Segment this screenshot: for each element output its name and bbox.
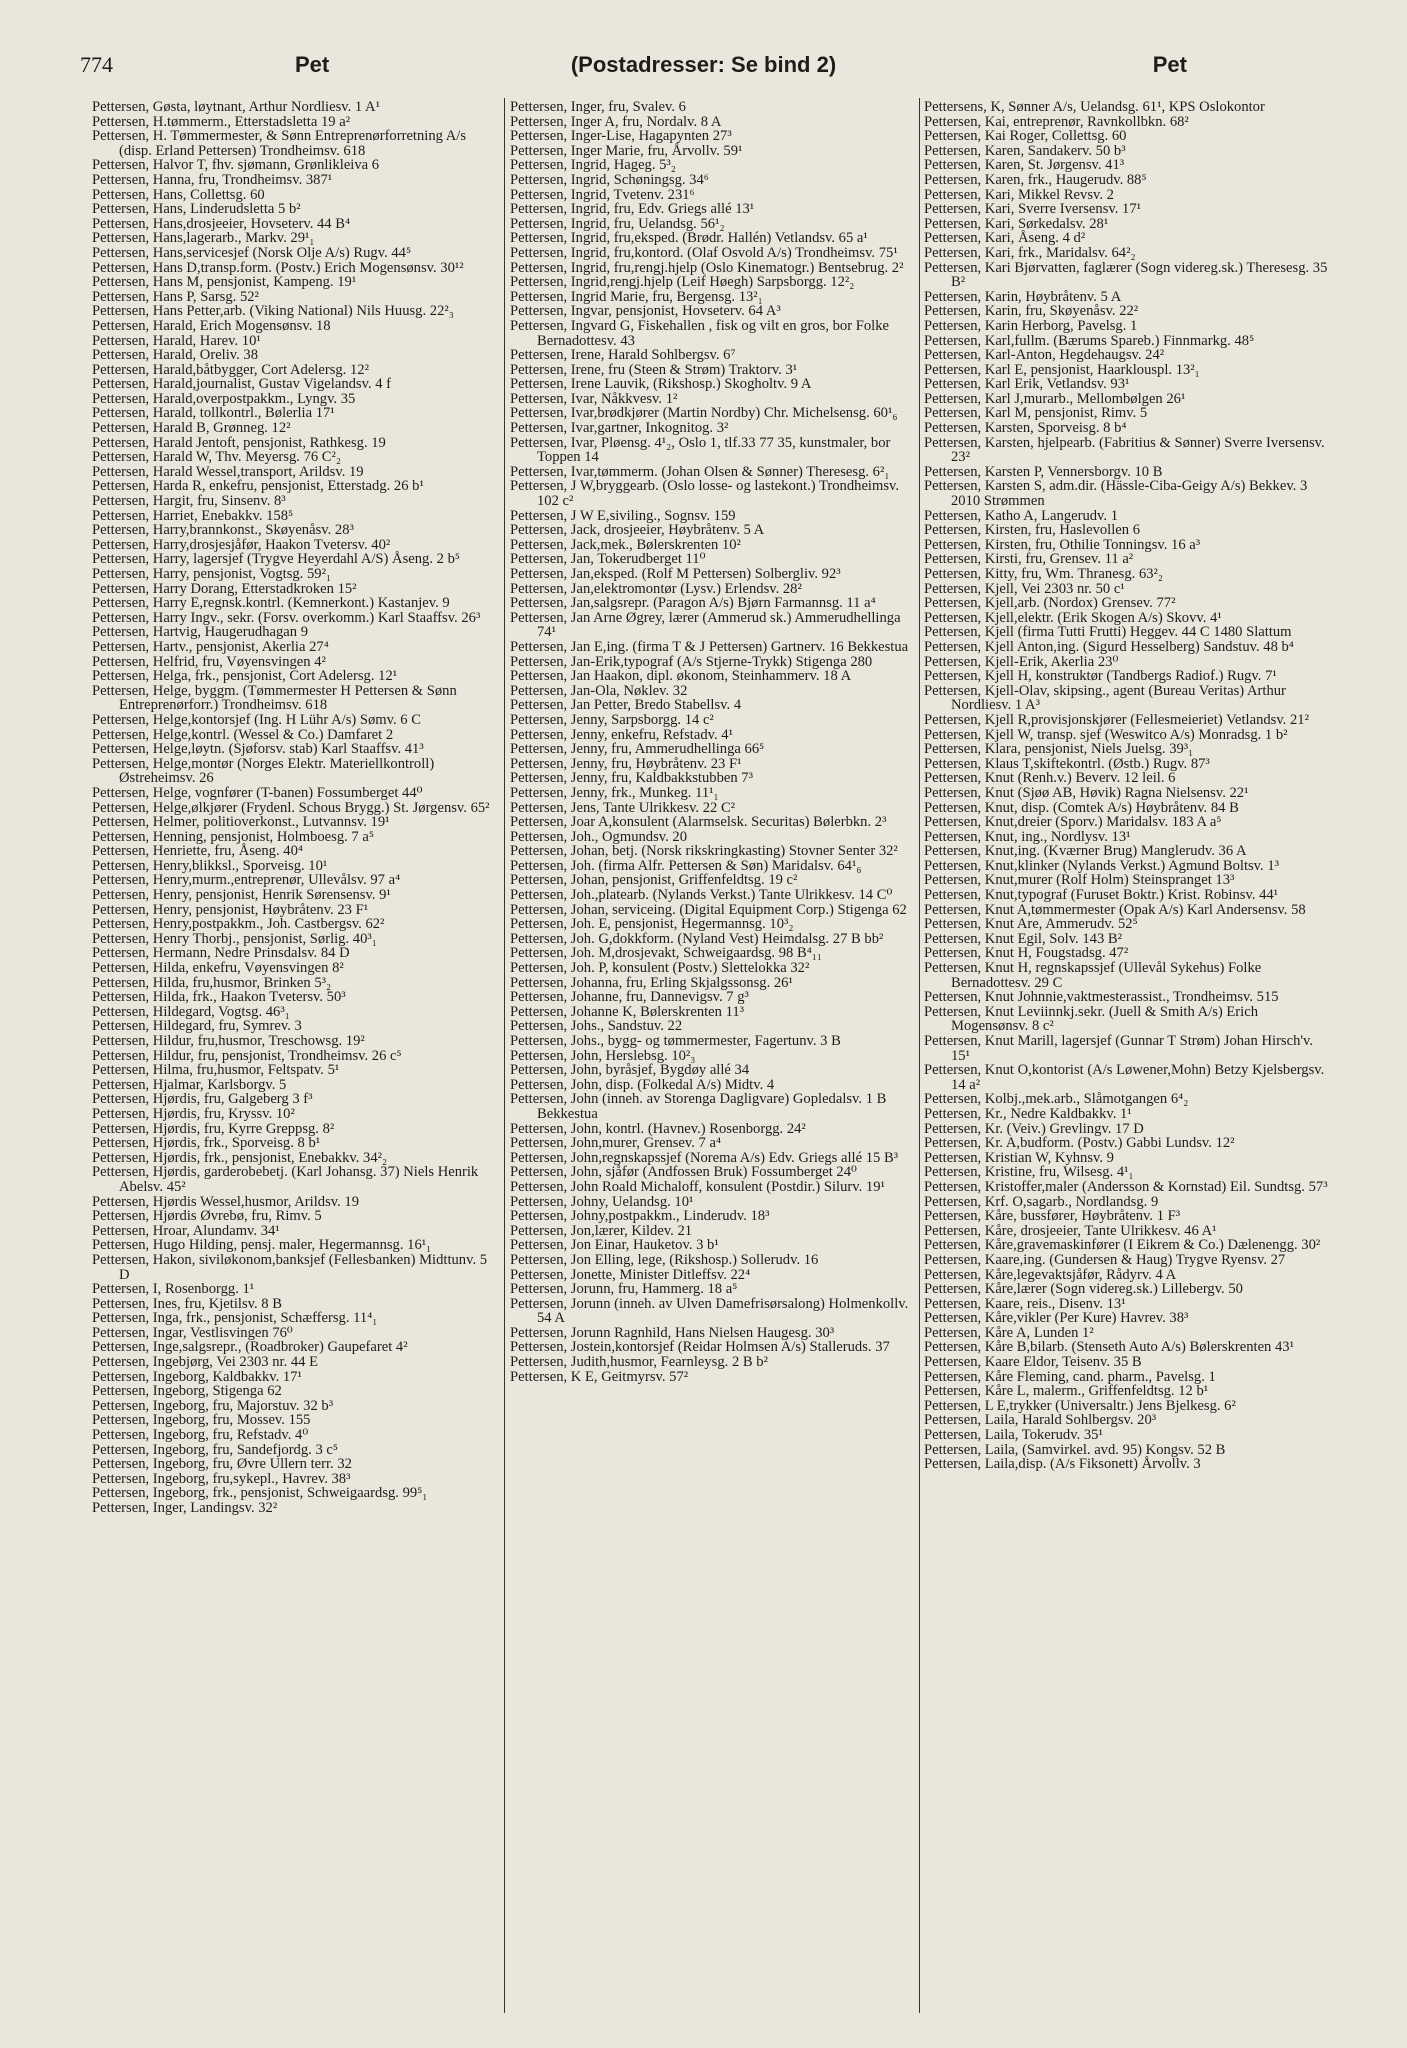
listing-entry: Pettersen, Kåre, drosjeeier, Tante Ulrikkesv. 46 A¹ — [924, 1222, 1217, 1239]
listing-entry: Pettersen, Knut Are, Ammerudv. 52⁵ — [924, 916, 1138, 933]
listing-entry: Pettersen, Kåre,vikler (Per Kure) Havrev. 38³ — [924, 1310, 1189, 1327]
listing-entry: Pettersen, Hans,drosjeeier, Hovseterv. 44 B⁴ — [92, 215, 351, 232]
listing-entry: Pettersen, Kr. (Veiv.) Grevlingv. 17 D — [924, 1120, 1144, 1137]
listing-entry: Pettersen, Helfrid, fru, Vøyensvingen 4² — [92, 653, 326, 670]
listing-entry: Pettersen, Ingvard G, Fiskehallen , fisk og vilt en gros, bor Folke Bernadottesv. 43 — [510, 317, 889, 349]
listing-entry: Pettersen, Jan,salgsrepr. (Paragon A/s) Bjørn Farmannsg. 11 a⁴ — [510, 595, 876, 612]
listing-entry: Pettersen, Hans,servicesjef (Norsk Olje A/s) Rugv. 44⁵ — [92, 244, 412, 261]
listing-entry: Pettersen, Kr. A,budform. (Postv.) Gabbi Lundsv. 12² — [924, 1135, 1235, 1152]
listing-entry: Pettersen, Harry, pensjonist, Vogtsg. 59²₁ — [92, 566, 332, 582]
listing-entry: Pettersen, Knut H, Fougstadsg. 47² — [924, 945, 1129, 962]
listing-entry: Pettersen, Ingrid, fru,rengj.hjelp (Oslo Kinematogr.) Bentsebrug. 2² — [510, 259, 904, 276]
listing-entry: Pettersen, Harry E,regnsk.kontrl. (Kemnerkont.) Kastanjev. 9 — [92, 595, 450, 612]
listing-entry: Pettersen, Harald, Harev. 10¹ — [92, 332, 261, 349]
listing-entry: Pettersen, Irene, Harald Sohlbergsv. 6⁷ — [510, 347, 736, 364]
listing-entry: Pettersen, Harry Ingv., sekr. (Forsv. overkomm.) Karl Staaffsv. 26³ — [92, 609, 481, 626]
listing-entry: Pettersen, Inger Marie, fru, Årvollv. 59¹ — [510, 142, 743, 159]
listing-entry: Pettersen, Kirsten, fru, Othilie Tonningsv. 16 a³ — [924, 536, 1201, 553]
listing-entry: Pettersen, Jonette, Minister Ditleffsv. 22⁴ — [510, 1266, 751, 1283]
listing-entry: Pettersen, Harald, Oreliv. 38 — [92, 347, 259, 364]
listing-entry: Pettersen, John, disp. (Folkedal A/s) Midtv. 4 — [510, 1076, 775, 1093]
listing-column-2 — [510, 100, 920, 2025]
listing-entry: Pettersen, Harald, Erich Mogensønsv. 18 — [92, 317, 331, 334]
listing-entry: Pettersen, Kjell H, konstruktør (Tandbergs Radiof.) Rugv. 7¹ — [924, 668, 1277, 685]
listing-entry: Pettersen, Ingrid Marie, fru, Bergensg. 13²₁ — [510, 288, 763, 305]
listing-entry: Pettersen, Kristoffer,maler (Andersson & Kornstad) Eil. Sundtsg. 57³ — [924, 1178, 1328, 1195]
listing-entry: Pettersen, Ivar, Nåkkvesv. 1² — [510, 390, 678, 407]
listing-entry: Pettersen, Jan-Erik,typograf (A/s Stjerne-Trykk) Stigenga 280 — [510, 653, 873, 670]
listing-entry: Pettersen, Kåre L, malerm., Griffenfeldtsg. 12 b¹ — [924, 1383, 1209, 1400]
listing-entry: Pettersen, Harald,båtbygger, Cort Adelersg. 12² — [92, 361, 369, 378]
listing-entry: Pettersen, Hans Petter,arb. (Viking National) Nils Huusg. 22²₃ — [92, 303, 454, 320]
listing-entry: Pettersen, Kåre,lærer (Sogn videreg.sk.) Lillebergv. 50 — [924, 1281, 1243, 1298]
listing-entry: Pettersen, Karl J,murarb., Mellombølgen 26¹ — [924, 390, 1186, 407]
listing-entry: Pettersen, Kaare,ing. (Gundersen & Haug) Trygve Ryensv. 27 — [924, 1251, 1286, 1268]
listing-entry: Pettersen, Jan,elektromontør (Lysv.) Erlendsv. 28² — [510, 580, 802, 597]
listing-entry: Pettersen, Hugo Hilding, pensj. maler, Hegermannsg. 16¹₁ — [92, 1237, 432, 1254]
listing-entry: Pettersen, John (inneh. av Storenga Dagligvare) Gopledalsv. 1 B Bekkestua — [510, 1091, 887, 1122]
listing-entry: Pettersen, Gøsta, løytnant, Arthur Nordliesv. 1 A¹ — [92, 100, 380, 115]
listing-entry: Pettersen, Inge,salgsrepr., (Roadbroker) Gaupefaret 4² — [92, 1339, 408, 1356]
listing-entry: Pettersen, Kjell,elektr. (Erik Skogen A/s) Skovv. 4¹ — [924, 609, 1222, 626]
listing-entry: Pettersen, Knut A,tømmermester (Opak A/s) Karl Andersensv. 58 — [924, 901, 1306, 918]
listing-entry: Pettersen, Jan Haakon, dipl. økonom, Steinhammerv. 18 A — [510, 668, 852, 685]
listing-entry: Pettersen, Jorunn (inneh. av Ulven Damefrisørsalong) Holmenkollv. 54 A — [510, 1295, 909, 1327]
listing-entry: Pettersen, Hans, Linderudsletta 5 b² — [92, 201, 301, 218]
listing-entry: Pettersen, Kjell W, transp. sjef (Weswitco A/s) Monradsg. 1 b² — [924, 726, 1288, 743]
listing-entry: Pettersen, Karen, Sandakerv. 50 b³ — [924, 142, 1126, 159]
listing-entry: Pettersen, Helge,ølkjører (Frydenl. Schous Brygg.) St. Jørgensv. 65² — [92, 799, 490, 816]
listing-entry: Pettersen, Inger, Landingsv. 32² — [92, 1500, 278, 1516]
listing-entry: Pettersen, Helge,montør (Norges Elektr. Materiellkontroll) Østreheimsv. 26 — [92, 755, 435, 787]
listing-entry: Pettersen, Kolbj.,mek.arb., Slåmotgangen 6⁴₂ — [924, 1091, 1189, 1108]
listing-entry: Pettersen, Knut,ing. (Kværner Brug) Manglerudv. 36 A — [924, 843, 1247, 860]
listing-entry: Pettersen, Kjell-Erik, Akerlia 23⁰ — [924, 653, 1119, 670]
listing-entry: Pettersen, Ingrid, fru,kontord. (Olaf Osvold A/s) Trondheimsv. 75¹ — [510, 244, 898, 261]
listing-entry: Pettersen, Ingrid,rengj.hjelp (Leif Høegh) Sarpsborgg. 12²₂ — [510, 274, 855, 291]
listing-entry: Pettersen, Helge, byggm. (Tømmermester H Pettersen & Sønn Entreprenørforr.) Trondheimsv. 618 — [92, 682, 457, 714]
listing-entry: Pettersen, Joh. G,dokkform. (Nyland Vest) Heimdalsg. 27 B bb² — [510, 930, 884, 947]
listing-entry: Pettersen, Hjørdis, fru, Kyrre Greppsg. 8² — [92, 1120, 335, 1137]
listing-entry: Pettersen, Klara, pensjonist, Niels Juelsg. 39³₁ — [924, 741, 1194, 758]
listing-entry: Pettersen, Harald,journalist, Gustav Vigelandsv. 4 f — [92, 376, 392, 393]
listing-entry: Pettersen, Karin, Høybråtenv. 5 A — [924, 288, 1122, 305]
listing-entry: Pettersen, Knut, ing., Nordlysv. 13¹ — [924, 828, 1131, 845]
listing-entry: Pettersen, Kjell, Vei 2303 nr. 50 c¹ — [924, 580, 1125, 597]
listing-entry: Pettersen, Jan, Tokerudberget 11⁰ — [510, 551, 706, 568]
listing-entry: Pettersen, Judith,husmor, Fearnleysg. 2 B b² — [510, 1354, 768, 1371]
listing-entry: Pettersen, Knut Johnnie,vaktmesterassist., Trondheimsv. 515 — [924, 989, 1279, 1006]
listing-entry: Pettersen, Ingebjørg, Vei 2303 nr. 44 E — [92, 1354, 319, 1371]
listing-entry: Pettersen, Henry,postpakkm., Joh. Castbergsv. 62² — [92, 916, 385, 933]
running-head-center: (Postadresser: Se bind 2) — [570, 52, 837, 77]
listing-entry: Pettersen, Hildur, fru,husmor, Treschowsg. 19² — [92, 1033, 365, 1049]
listing-entry: Pettersen, Jens, Tante Ulrikkesv. 22 C² — [510, 799, 736, 816]
listing-entry: Pettersen, Johan, betj. (Norsk rikskringkasting) Stovner Senter 32² — [510, 843, 898, 860]
listing-entry: Pettersen, Inga, frk., pensjonist, Schæffersg. 11⁴₁ — [92, 1310, 378, 1327]
listing-entry: Pettersen, Karl-Anton, Hegdehaugsv. 24² — [924, 347, 1165, 364]
listing-entry: Pettersen, Knut H, regnskapssjef (Ullevål Sykehus) Folke Bernadottesv. 29 C — [924, 960, 1262, 991]
listing-entry: Pettersen, Hakon, siviløkonom,banksjef (Fellesbanken) Midttunv. 5 D — [92, 1251, 488, 1283]
listing-entry: Pettersen, Kåre A, Lunden 1² — [924, 1324, 1094, 1341]
listing-column-3 — [924, 100, 1330, 2025]
listing-entry: Pettersen, Jack, drosjeeier, Høybråtenv. 5 A — [510, 522, 765, 539]
listing-entry: Pettersen, Hjørdis, garderobebetj. (Karl Johansg. 37) Niels Henrik Abelsv. 45² — [92, 1164, 479, 1195]
listing-entry: Pettersen, Karl,fullm. (Bærums Spareb.) Finnmarkg. 48⁵ — [924, 332, 1255, 349]
listing-entry: Pettersen, I, Rosenborgg. 1¹ — [92, 1281, 255, 1298]
listing-entry: Pettersen, Jan-Ola, Nøklev. 32 — [510, 682, 688, 699]
listing-entry: Pettersen, Jenny, Sarpsborgg. 14 c² — [510, 711, 714, 728]
listing-entry: Pettersen, Kristine, fru, Wilsesg. 4¹₁ — [924, 1164, 1134, 1181]
listing-entry: Pettersen, Kåre Fleming, cand. pharm., Pavelsg. 1 — [924, 1368, 1216, 1385]
listing-entry: Pettersen, Karsten P, Vennersborgv. 10 B — [924, 463, 1163, 480]
column-divider — [504, 98, 505, 2013]
listing-entry: Pettersen, Ivar,gartner, Inkognitog. 3² — [510, 420, 729, 437]
listing-entry: Pettersen, Ingrid, fru, Uelandsg. 56¹₂ — [510, 215, 725, 232]
listing-entry: Pettersen, Knut Leviinnkj.sekr. (Juell & Smith A/s) Erich Mogensønsv. 8 c² — [924, 1003, 1258, 1035]
listing-entry: Pettersen, Ivar,tømmerm. (Johan Olsen & Sønner) Theresesg. 6²₁ — [510, 463, 890, 480]
listing-entry: Pettersen, Katho A, Langerudv. 1 — [924, 507, 1118, 524]
listing-entry: Pettersen, John, Herslebsg. 10²₃ — [510, 1047, 696, 1064]
listing-entry: Pettersen, Harald W, Thv. Meyersg. 76 C²₂ — [92, 449, 342, 466]
listing-entry: Pettersen, Kari, Sverre Iversensv. 17¹ — [924, 201, 1141, 218]
listing-entry: Pettersen, Joh. P, konsulent (Postv.) Slettelokka 32² — [510, 960, 810, 977]
listing-entry: Pettersen, Harald B, Grønneg. 12² — [92, 420, 291, 437]
listing-entry: Pettersen, Ingeborg, fru, Mossev. 155 — [92, 1412, 311, 1429]
listing-entry: Pettersen, Ingeborg, fru, Majorstuv. 32 b³ — [92, 1397, 334, 1414]
listing-entry: Pettersen, Jan Petter, Bredo Stabellsv. 4 — [510, 697, 742, 714]
listing-entry: Pettersen, Kari Bjørvatten, faglærer (Sogn videreg.sk.) Theresesg. 35 B² — [924, 259, 1328, 291]
listing-entry: Pettersen, Halvor T, fhv. sjømann, Grønlikleiva 6 — [92, 157, 380, 174]
listing-entry: Pettersen, Laila, Tokerudv. 35¹ — [924, 1427, 1103, 1444]
listing-entry: Pettersen, Karsten, hjelpearb. (Fabritius & Sønner) Sverre Iversensv. 23² — [924, 434, 1325, 466]
listing-entry: Pettersen, Jorunn, fru, Hammerg. 18 a⁵ — [510, 1281, 738, 1298]
listing-entry: Pettersen, Hargit, fru, Sinsenv. 8³ — [92, 493, 286, 510]
listing-entry: Pettersen, Joh.,platearb. (Nylands Verkst.) Tante Ulrikkesv. 14 C⁰ — [510, 887, 893, 904]
listing-entry: Pettersen, Karin Herborg, Pavelsg. 1 — [924, 317, 1138, 334]
listing-entry: Pettersen, Johs., Sandstuv. 22 — [510, 1018, 683, 1035]
listing-entry: Pettersen, Ingrid, Hageg. 5³₂ — [510, 157, 676, 174]
listing-entry: Pettersen, John,regnskapssjef (Norema A/s) Edv. Griegs allé 15 B³ — [510, 1149, 899, 1166]
listing-entry: Pettersen, Ingvar, pensjonist, Hovseterv. 64 A³ — [510, 303, 781, 320]
listing-entry: Pettersen, Knut,dreier (Sporv.) Maridalsv. 183 A a⁵ — [924, 814, 1222, 831]
listing-entry: Pettersen, Jack,mek., Bølerskrenten 10² — [510, 536, 741, 553]
listing-entry: Pettersen, Jon,lærer, Kildev. 21 — [510, 1222, 693, 1239]
listing-entry: Pettersen, Hildegard, Vogtsg. 46³₁ — [92, 1003, 290, 1020]
listing-entry: Pettersen, Jenny, fru, Høybråtenv. 23 F¹ — [510, 755, 742, 772]
listing-entry: Pettersen, Henry,murm.,entreprenør, Ullevålsv. 97 a⁴ — [92, 872, 401, 889]
listing-entry: Pettersen, Kitty, fru, Wm. Thranesg. 63²₂ — [924, 566, 1164, 582]
listing-entry: Pettersen, Knut (Renh.v.) Beverv. 12 leil. 6 — [924, 770, 1176, 787]
listing-entry: Pettersen, Hjørdis, frk., Sporveisg. 8 b¹ — [92, 1135, 321, 1152]
listing-entry: Pettersen, Jenny, fru, Ammerudhellinga 66⁵ — [510, 741, 765, 758]
listing-entry: Pettersen, Ingeborg, frk., pensjonist, Schweigaardsg. 99⁵₁ — [92, 1485, 428, 1502]
listing-entry: Pettersen, Ingeborg, Stigenga 62 — [92, 1383, 282, 1400]
listing-entry: Pettersen, Karl E, pensjonist, Haarklouspl. 13²₁ — [924, 361, 1200, 378]
listing-entry: Pettersen, Irene, fru (Steen & Strøm) Traktorv. 3¹ — [510, 361, 798, 378]
listing-entry: Pettersen, Karen, St. Jørgensv. 41³ — [924, 157, 1125, 174]
listing-entry: Pettersen, Harriet, Enebakkv. 158⁵ — [92, 507, 294, 524]
listing-entry: Pettersen, Hans D,transp.form. (Postv.) Erich Mogensønsv. 30¹² — [92, 259, 464, 276]
listing-entry: Pettersen, Karen, frk., Haugerudv. 88⁵ — [924, 171, 1147, 188]
listing-entry: Pettersen, Henry,blikksl., Sporveisg. 10¹ — [92, 857, 328, 874]
listing-entry: Pettersen, Inger-Lise, Hagapynten 27³ — [510, 128, 732, 145]
listing-entry: Pettersen, Harald Jentoft, pensjonist, Rathkesg. 19 — [92, 434, 386, 451]
listing-entry: Pettersen, Inger A, fru, Nordalv. 8 A — [510, 113, 722, 130]
page-header — [80, 52, 1327, 86]
listing-entry: Pettersen, Kjell,arb. (Nordox) Grensev. 77² — [924, 595, 1176, 612]
listing-entry: Pettersen, Joh. E, pensjonist, Hegermannsg. 10³₂ — [510, 916, 794, 933]
listing-entry: Pettersen, Helmer, politioverkonst., Lutvannsv. 19¹ — [92, 814, 390, 831]
listing-entry: Pettersen, J W E,siviling., Sognsv. 159 — [510, 507, 736, 524]
listing-entry: Pettersen, Hilda, fru,husmor, Brinken 5³₂ — [92, 974, 332, 991]
listing-entry: Pettersen, Knut, disp. (Comtek A/s) Høybråtenv. 84 B — [924, 799, 1239, 816]
listing-column-1 — [92, 100, 500, 2025]
listing-entry: Pettersen, Hilda, frk., Haakon Tvetersv. 50³ — [92, 989, 346, 1006]
listing-entry: Pettersen, Hartvig, Haugerudhagan 9 — [92, 624, 308, 641]
running-head-left: Pet — [295, 52, 330, 77]
listing-entry: Pettersen, John, byråsjef, Bygdøy allé 34 — [510, 1062, 750, 1079]
listing-entry: Pettersen, Ingar, Vestlisvingen 76⁰ — [92, 1324, 293, 1341]
listing-entry: Pettersen, H.tømmerm., Etterstadsletta 19 a² — [92, 113, 351, 130]
listing-entry: Pettersen, Karl Erik, Vetlandsv. 93¹ — [924, 376, 1130, 393]
listing-entry: Pettersen, Ingeborg, fru, Refstadv. 4⁰ — [92, 1427, 309, 1444]
listing-entry: Pettersen, Karsten S, adm.dir. (Hässle-Ciba-Geigy A/s) Bekkev. 3 2010 Strømmen — [924, 478, 1308, 510]
listing-entry: Pettersen, Hjørdis, fru, Galgeberg 3 f³ — [92, 1091, 313, 1108]
listing-entry: Pettersen, Jorunn Ragnhild, Hans Nielsen Haugesg. 30³ — [510, 1324, 835, 1341]
listing-entry: Pettersen, Helge, vognfører (T-banen) Fossumberget 44⁰ — [92, 784, 423, 801]
listing-entry: Pettersen, Ingeborg, Kaldbakkv. 17¹ — [92, 1368, 302, 1385]
listing-entry: Pettersen, Irene Lauvik, (Rikshosp.) Skogholtv. 9 A — [510, 376, 812, 393]
listing-entry: Pettersen, Johan, serviceing. (Digital Equipment Corp.) Stigenga 62 — [510, 901, 907, 918]
listing-entry: Pettersen, Klaus T,skiftekontrl. (Østb.) Rugv. 87³ — [924, 755, 1210, 772]
listing-entry: Pettersen, Laila,disp. (A/s Fiksonett) Årvollv. 3 — [924, 1456, 1201, 1473]
listing-entry: Pettersen, Kaare, reis., Disenv. 13¹ — [924, 1295, 1126, 1312]
listing-entry: Pettersen, Henry, pensjonist, Høybråtenv. 23 F¹ — [92, 901, 369, 918]
listing-entry: Pettersen, Hjørdis, frk., pensjonist, Enebakkv. 34²₂ — [92, 1149, 388, 1166]
listing-entry: Pettersen, Ivar, Pløensg. 4¹₂, Oslo 1, tlf.33 77 35, kunstmaler, bor Toppen 14 — [510, 434, 891, 466]
listing-entry: Pettersen, John, sjåfør (Andfossen Bruk) Fossumberget 24⁰ — [510, 1164, 857, 1181]
listing-entry: Pettersen, Hanna, fru, Trondheimsv. 387¹ — [92, 171, 333, 188]
listing-entry: Pettersen, Karl M, pensjonist, Rimv. 5 — [924, 405, 1148, 422]
listing-entry: Pettersen, Ingeborg, fru, Øvre Ullern terr. 32 — [92, 1456, 352, 1473]
listing-entry: Pettersen, Ingrid, Tvetenv. 231⁶ — [510, 186, 695, 203]
listing-entry: Pettersen, Knut,murer (Rolf Holm) Steinspranget 13³ — [924, 872, 1235, 889]
listing-entry: Pettersen, Joh. (firma Alfr. Pettersen & Søn) Maridalsv. 64¹₆ — [510, 857, 862, 874]
listing-entry: Pettersen, Harry, lagersjef (Trygve Heyerdahl A/S) Åseng. 2 b⁵ — [92, 551, 460, 568]
listing-entry: Pettersen, Kari, frk., Maridalsv. 64²₂ — [924, 244, 1136, 261]
listing-entry: Pettersen, Inger, fru, Svalev. 6 — [510, 100, 686, 115]
listing-entry: Pettersen, Jenny, frk., Munkeg. 11¹₁ — [510, 784, 719, 801]
listing-entry: Pettersen, Henry, pensjonist, Henrik Sørensensv. 9¹ — [92, 887, 391, 904]
listing-entry: Pettersen, Hans, Collettsg. 60 — [92, 186, 265, 203]
listing-entry: Pettersen, Kari, Sørkedalsv. 28¹ — [924, 215, 1109, 232]
listing-entry: Pettersen, K E, Geitmyrsv. 57² — [510, 1368, 689, 1385]
listing-entry: Pettersen, Karin, fru, Skøyenåsv. 22² — [924, 303, 1139, 320]
listing-entry: Pettersen, Karsten, Sporveisg. 8 b⁴ — [924, 420, 1127, 437]
listing-entry: Pettersen, Johanne, fru, Dannevigsv. 7 g³ — [510, 989, 749, 1006]
listing-entry: Pettersen, Hjørdis Wessel,husmor, Arildsv. 19 — [92, 1193, 359, 1210]
listing-entry: Pettersen, Kåre,legevaktsjåfør, Rådyrv. 4 A — [924, 1266, 1177, 1283]
listing-entry: Pettersen, Jenny, fru, Kaldbakkstubben 7³ — [510, 770, 753, 787]
listing-entry: Pettersen, Joh. M,drosjevakt, Schweigaardsg. 98 B⁴₁₁ — [510, 945, 822, 962]
listing-entry: Pettersen, Hermann, Nedre Prinsdalsv. 84 D — [92, 945, 350, 962]
listing-entry: Pettersen, Johan, pensjonist, Griffenfeldtsg. 19 c² — [510, 872, 798, 889]
listing-entry: Pettersen, Hjalmar, Karlsborgv. 5 — [92, 1076, 287, 1093]
listing-entry: Pettersen, Kirsti, fru, Grensev. 11 a² — [924, 551, 1134, 568]
listing-entry: Pettersen, Hilma, fru,husmor, Feltspatv. 5¹ — [92, 1062, 340, 1079]
listing-entry: Pettersen, L E,trykker (Universaltr.) Jens Bjelkesg. 6² — [924, 1397, 1236, 1414]
page-number: 774 — [80, 52, 113, 77]
listing-entry: Pettersen, Hjørdis Øvrebø, fru, Rimv. 5 — [92, 1208, 322, 1225]
listing-entry: Pettersen, Kjell Anton,ing. (Sigurd Hesselberg) Sandstuv. 48 b⁴ — [924, 638, 1294, 655]
listing-entry: Pettersen, Henry Thorbj., pensjonist, Sørlig. 40³₁ — [92, 930, 377, 947]
listing-entry: Pettersen, Harald,overpostpakkm., Lyngv. 35 — [92, 390, 356, 407]
listing-entry: Pettersen, Ingrid, fru, Edv. Griegs allé 13¹ — [510, 201, 755, 218]
listing-entry: Pettersen, Henning, pensjonist, Holmboesg. 7 a⁵ — [92, 828, 374, 845]
listing-entry: Pettersen, Knut Marill, lagersjef (Gunnar T Strøm) Johan Hirsch'v. 15¹ — [924, 1033, 1314, 1064]
listing-entry: Pettersen, Kr., Nedre Kaldbakkv. 1¹ — [924, 1105, 1132, 1122]
listing-entry: Pettersen, Hans P, Sarsg. 52² — [92, 288, 259, 305]
listing-entry: Pettersen, Laila, (Samvirkel. avd. 95) Kongsv. 52 B — [924, 1441, 1226, 1458]
listing-entry: Pettersen, Kai, entreprenør, Ravnkollbkn. 68² — [924, 113, 1189, 130]
listing-entry: Pettersen, Jostein,kontorsjef (Reidar Holmsen A/s) Stalleruds. 37 — [510, 1339, 890, 1356]
listing-entry: Pettersen, Jon Einar, Hauketov. 3 b¹ — [510, 1237, 719, 1254]
listing-entry: Pettersen, Ingrid, Schøningsg. 34⁶ — [510, 171, 709, 188]
listing-entry: Pettersen, Krf. O,sagarb., Nordlandsg. 9 — [924, 1193, 1159, 1210]
listing-entry: Pettersen, H. Tømmermester, & Sønn Entreprenørforretning A/s (disp. Erland Pettersen) Trondheimsv. 618 — [92, 128, 467, 159]
listing-entry: Pettersen, Henriette, fru, Åseng. 40⁴ — [92, 843, 303, 860]
listing-entry: Pettersen, Ivar,brødkjører (Martin Nordby) Chr. Michelsensg. 60¹₆ — [510, 405, 898, 422]
listing-entry: Pettersen, J W,bryggearb. (Oslo losse- og lastekont.) Trondheimsv. 102 c² — [510, 478, 899, 510]
listing-entry: Pettersens, K, Sønner A/s, Uelandsg. 61¹, KPS Oslokontor — [924, 100, 1265, 115]
listing-entry: Pettersen, Hroar, Alundamv. 34¹ — [92, 1222, 280, 1239]
listing-entry: Pettersen, Ingrid, fru,eksped. (Brødr. Hallén) Vetlandsv. 65 a¹ — [510, 230, 868, 247]
listing-entry: Pettersen, Kristian W, Kyhnsv. 9 — [924, 1149, 1114, 1166]
listing-entry: Pettersen, Kaare Eldor, Teisenv. 35 B — [924, 1354, 1142, 1371]
listing-entry: Pettersen, Knut,typograf (Furuset Boktr.) Krist. Robinsv. 44¹ — [924, 887, 1279, 904]
listing-entry: Pettersen, Hans,lagerarb., Markv. 29¹₁ — [92, 230, 315, 247]
listing-entry: Pettersen, Kjell R,provisjonskjører (Fellesmeieriet) Vetlandsv. 21² — [924, 711, 1309, 728]
listing-entry: Pettersen, Johs., bygg- og tømmermester, Fagertunv. 3 B — [510, 1033, 841, 1049]
listing-entry: Pettersen, Harald Wessel,transport, Arildsv. 19 — [92, 463, 364, 480]
listing-entry: Pettersen, Helge,kontorsjef (Ing. H Lühr A/s) Sømv. 6 C — [92, 711, 421, 728]
listing-entry: Pettersen, Jan,eksped. (Rolf M Pettersen) Solbergliv. 92³ — [510, 566, 841, 582]
listing-entry: Pettersen, Kari, Åseng. 4 d² — [924, 230, 1086, 247]
listing-entry: Pettersen, John Roald Michaloff, konsulent (Postdir.) Silurv. 19¹ — [510, 1178, 885, 1195]
listing-entry: Pettersen, Ingeborg, fru,sykepl., Havrev. 38³ — [92, 1470, 351, 1487]
listing-entry: Pettersen, Ines, fru, Kjetilsv. 8 B — [92, 1295, 282, 1312]
listing-entry: Pettersen, Kari, Mikkel Revsv. 2 — [924, 186, 1114, 203]
listing-entry: Pettersen, Ingeborg, fru, Sandefjordg. 3 c⁵ — [92, 1441, 338, 1458]
listing-entry: Pettersen, Harry,drosjesjåfør, Haakon Tvetersv. 40² — [92, 536, 391, 553]
listing-entry: Pettersen, Hans M, pensjonist, Kampeng. 19¹ — [92, 274, 357, 291]
listing-entry: Pettersen, Knut O,kontorist (A/s Løwener,Mohn) Betzy Kjelsbergsv. 14 a² — [924, 1062, 1325, 1093]
listing-entry: Pettersen, Jon Elling, lege, (Rikshosp.) Sollerudv. 16 — [510, 1251, 819, 1268]
listing-entry: Pettersen, John, kontrl. (Havnev.) Rosenborgg. 24² — [510, 1120, 806, 1137]
listing-entry: Pettersen, Jenny, enkefru, Refstadv. 4¹ — [510, 726, 733, 743]
listing-entry: Pettersen, Kåre B,bilarb. (Stenseth Auto A/s) Bølerskrenten 43¹ — [924, 1339, 1294, 1356]
listing-entry: Pettersen, Harald, tollkontrl., Bølerlia 17¹ — [92, 405, 335, 422]
listing-entry: Pettersen, Jan Arne Øgrey, lærer (Ammerud sk.) Ammerudhellinga 74¹ — [510, 609, 901, 641]
listing-entry: Pettersen, Hildur, fru, pensjonist, Trondheimsv. 26 c⁵ — [92, 1047, 402, 1064]
listing-entry: Pettersen, Knut,klinker (Nylands Verkst.) Agmund Boltsv. 1³ — [924, 857, 1280, 874]
listing-entry: Pettersen, Joar A,konsulent (Alarmselsk. Securitas) Bølerbkn. 2³ — [510, 814, 887, 831]
listing-entry: Pettersen, Johny,postpakkm., Linderudv. 18³ — [510, 1208, 770, 1225]
listing-entry: Pettersen, Kåre, bussfører, Høybråtenv. 1 F³ — [924, 1208, 1181, 1225]
listing-entry: Pettersen, Kai Roger, Collettsg. 60 — [924, 128, 1127, 145]
listing-entry: Pettersen, Helge,løytn. (Sjøforsv. stab) Karl Staaffsv. 41³ — [92, 741, 424, 758]
listing-entry: Pettersen, Helge,kontrl. (Wessel & Co.) Damfaret 2 — [92, 726, 394, 743]
listing-entry: Pettersen, Hartv., pensjonist, Akerlia 27⁴ — [92, 638, 329, 655]
listing-entry: Pettersen, Hilda, enkefru, Vøyensvingen 8² — [92, 960, 344, 977]
listing-entry: Pettersen, Joh., Ogmundsv. 20 — [510, 828, 688, 845]
listing-entry: Pettersen, Kjell (firma Tutti Frutti) Heggev. 44 C 1480 Slattum — [924, 624, 1292, 641]
listing-entry: Pettersen, Knut Egil, Solv. 143 B² — [924, 930, 1123, 947]
listing-entry: Pettersen, Kåre,gravemaskinfører (I Eikrem & Co.) Dælenengg. 30² — [924, 1237, 1321, 1254]
listing-entry: Pettersen, Johny, Uelandsg. 10¹ — [510, 1193, 694, 1210]
listing-entry: Pettersen, Harda R, enkefru, pensjonist, Etterstadg. 26 b¹ — [92, 478, 424, 495]
listing-entry: Pettersen, Johanne K, Bølerskrenten 11³ — [510, 1003, 745, 1020]
listing-entry: Pettersen, Kirsten, fru, Haslevollen 6 — [924, 522, 1141, 539]
listing-entry: Pettersen, Johanna, fru, Erling Skjalgssonsg. 26¹ — [510, 974, 793, 991]
listing-entry: Pettersen, Jan E,ing. (firma T & J Pettersen) Gartnerv. 16 Bekkestua — [510, 638, 909, 655]
listing-entry: Pettersen, Helga, frk., pensjonist, Cort Adelersg. 12¹ — [92, 668, 398, 685]
listing-entry: Pettersen, Hildegard, fru, Symrev. 3 — [92, 1018, 302, 1035]
listing-entry: Pettersen, Kjell-Olav, skipsing., agent (Bureau Veritas) Arthur Nordliesv. 1 A³ — [924, 682, 1286, 714]
listing-entry: Pettersen, Knut (Sjøø AB, Høvik) Ragna Nielsensv. 22¹ — [924, 784, 1249, 801]
listing-entry: Pettersen, Hjørdis, fru, Kryssv. 10² — [92, 1105, 295, 1122]
running-head-right: Pet — [1152, 52, 1187, 77]
listing-entry: Pettersen, Harry,brannkonst., Skøyenåsv. 28³ — [92, 522, 354, 539]
listing-entry: Pettersen, John,murer, Grensev. 7 a⁴ — [510, 1135, 722, 1152]
listing-entry: Pettersen, Harry Dorang, Etterstadkroken 15² — [92, 580, 357, 597]
listing-entry: Pettersen, Laila, Harald Sohlbergsv. 20³ — [924, 1412, 1157, 1429]
